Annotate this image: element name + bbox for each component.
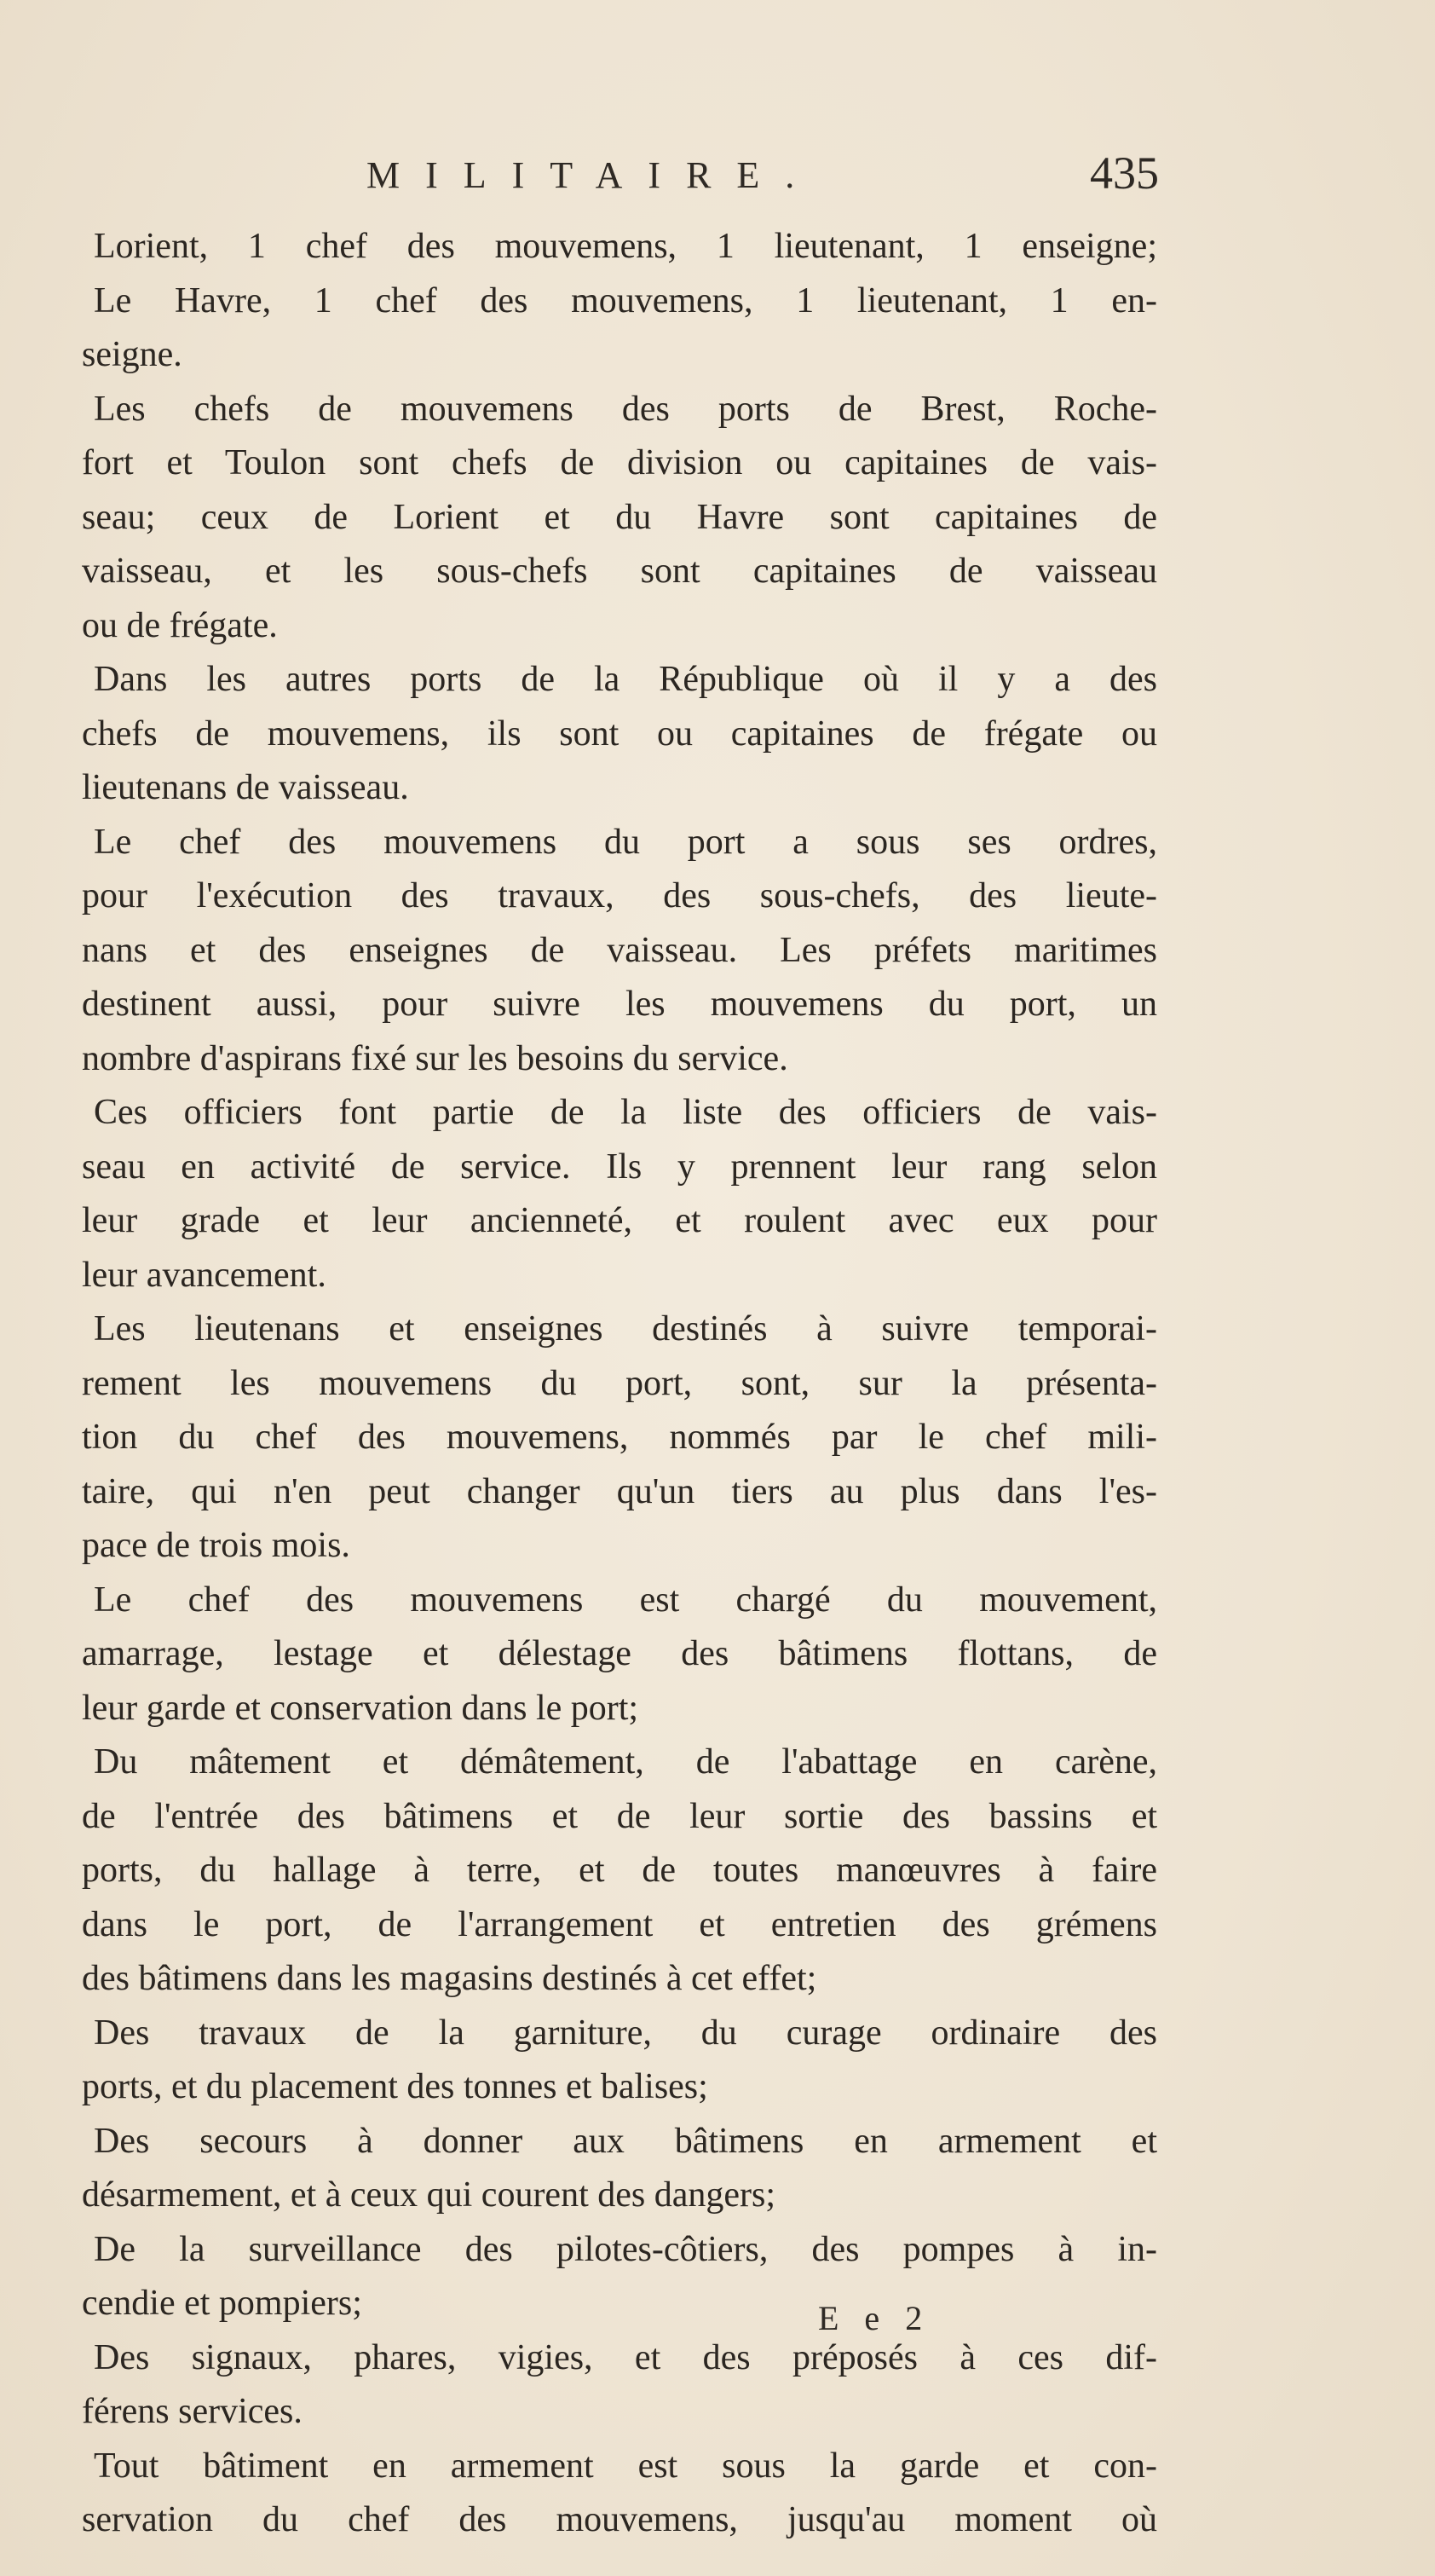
text-line: Le chef des mouvemens est chargé du mouvement, <box>94 1580 1157 1620</box>
text-line: ports, du hallage à terre, et de toutes manœuvres à faire <box>82 1851 1157 1890</box>
text-line: Dans les autres ports de la République où il y a des <box>94 660 1157 699</box>
text-line: fort et Toulon sont chefs de division ou capitaines de vais- <box>82 443 1157 482</box>
text-line: seau en activité de service. Ils y prennent leur rang selon <box>82 1146 1157 1187</box>
text-line: Des travaux de la garniture, du curage ordinaire des <box>94 2013 1157 2053</box>
text-line: Les chefs de mouvemens des ports de Brest, Roche- <box>94 389 1157 429</box>
running-title: MILITAIRE. <box>366 154 821 196</box>
text-line: de l'entrée des bâtimens et de leur sortie des bassins et <box>82 1796 1157 1836</box>
text-line: tion du chef des mouvemens, nommés par le chef mili- <box>82 1418 1157 1457</box>
text-line: Le chef des mouvemens du port a sous ses ordres, <box>94 822 1157 862</box>
text-line: Ces officiers font partie de la liste des officiers de vais- <box>94 1093 1157 1132</box>
text-line: destinent aussi, pour suivre les mouvemens du port, un <box>82 985 1157 1024</box>
text-line: leur garde et conservation dans le port; <box>82 1688 639 1728</box>
text-line: Des signaux, phares, vigies, et des préposés à ces dif- <box>94 2337 1157 2377</box>
text-line: De la surveillance des pilotes-côtiers, des pompes à in- <box>94 2229 1157 2269</box>
text-line: seigne. <box>82 335 182 374</box>
text-line: chefs de mouvemens, ils sont ou capitaines de frégate ou <box>82 713 1157 754</box>
page-header <box>366 147 1159 213</box>
text-line: ou de frégate. <box>82 605 278 645</box>
text-line: vaisseau, et les sous-chefs sont capitaines de vaisseau <box>82 552 1157 591</box>
text-line: lieutenans de vaisseau. <box>82 768 409 807</box>
text-line: rement les mouvemens du port, sont, sur la présenta- <box>82 1363 1157 1403</box>
text-line: taire, qui n'en peut changer qu'un tiers au plus dans l'es- <box>82 1471 1157 1511</box>
text-line: férens services. <box>82 2392 303 2431</box>
text-line: seau; ceux de Lorient et du Havre sont capitaines de <box>82 497 1157 537</box>
text-line: des bâtimens dans les magasins destinés à cet effet; <box>82 1959 817 1998</box>
text-line: Le Havre, 1 chef des mouvemens, 1 lieutenant, 1 en- <box>94 280 1157 321</box>
text-line: pace de trois mois. <box>82 1526 350 1565</box>
text-line: Tout bâtiment en armement est sous la garde et con- <box>94 2446 1157 2486</box>
text-line: dans le port, de l'arrangement et entretien des grémens <box>82 1904 1157 1944</box>
text-line: nans et des enseignes de vaisseau. Les préfets maritimes <box>82 930 1157 970</box>
text-line: ports, et du placement des tonnes et balises; <box>82 2067 708 2106</box>
text-line: Du mâtement et démâtement, de l'abattage en carène, <box>94 1742 1157 1782</box>
text-line: Les lieutenans et enseignes destinés à suivre temporai- <box>94 1309 1157 1349</box>
text-line: désarmement, et à ceux qui courent des dangers; <box>82 2175 776 2215</box>
signature-mark: E e 2 <box>818 2299 931 2337</box>
text-line: nombre d'aspirans fixé sur les besoins du service. <box>82 1038 788 1078</box>
text-line: pour l'exécution des travaux, des sous-chefs, des lieute- <box>82 876 1157 915</box>
text-line: servation du chef des mouvemens, jusqu'au moment où <box>82 2500 1157 2539</box>
text-line: leur avancement. <box>82 1255 326 1295</box>
text-line: Des secours à donner aux bâtimens en armement et <box>94 2121 1157 2161</box>
text-line: leur grade et leur ancienneté, et roulent avec eux pour <box>82 1201 1157 1240</box>
text-line: Lorient, 1 chef des mouvemens, 1 lieutenant, 1 enseigne; <box>94 227 1157 266</box>
page-number: 435 <box>1090 147 1159 199</box>
text-line: amarrage, lestage et délestage des bâtimens flottans, de <box>82 1634 1157 1673</box>
text-line: cendie et pompiers; <box>82 2284 362 2323</box>
body-text <box>82 220 1157 2548</box>
